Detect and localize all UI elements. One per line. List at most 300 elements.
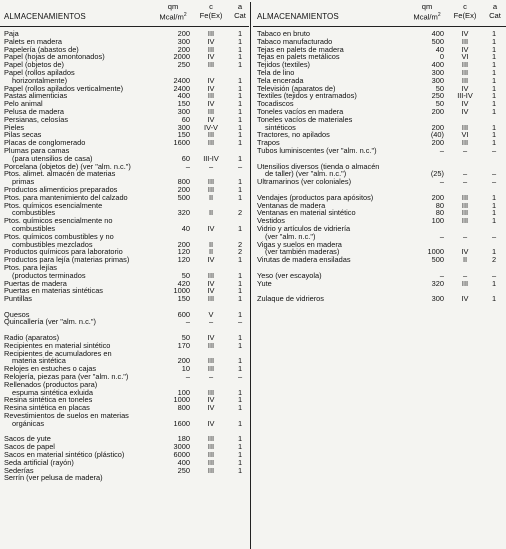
item-label: Puertas de madera (4, 278, 67, 288)
item-label: Tocadiscos (257, 99, 294, 109)
right-header (253, 0, 506, 27)
c-value: III (207, 106, 215, 116)
c-value: III (207, 457, 215, 467)
c-value: V (208, 309, 214, 319)
c-value: III (461, 216, 469, 226)
table-row (0, 318, 249, 326)
c-value: III (207, 44, 215, 54)
table-row (253, 147, 506, 155)
item-label: Trapos (257, 138, 280, 148)
qm-value: 300 (177, 36, 190, 46)
a-value: 1 (237, 99, 243, 109)
item-label: Sederías (4, 465, 34, 475)
qm-value: 200 (177, 44, 190, 54)
a-value: 1 (237, 106, 243, 116)
item-label: Serrín (ver pelusa de madera) (4, 473, 103, 483)
a-value: 1 (237, 450, 243, 460)
item-label: horizontalmente) (12, 75, 68, 85)
item-label: Papel (hojas de amontonados) (4, 52, 105, 62)
c-value: III (207, 434, 215, 444)
c-value: III (207, 340, 215, 350)
a-value: 1 (491, 247, 497, 257)
item-label: Tela de lino (257, 67, 295, 77)
c-value: III (207, 387, 215, 397)
qm-value: 200 (431, 106, 444, 116)
a-value: 1 (237, 83, 243, 93)
item-label: Ptos. para mantenimiento del calzado (4, 192, 128, 202)
table-row (253, 280, 506, 288)
a-value: 1 (237, 457, 243, 467)
item-label: combustibles mezclados (12, 239, 93, 249)
a-value: 1 (237, 138, 243, 148)
table-row (0, 474, 249, 482)
qm-value: 2000 (173, 52, 190, 62)
c-value: III (207, 138, 215, 148)
a-value: 1 (491, 138, 497, 148)
qm-value: 600 (177, 309, 190, 319)
a-value: 1 (491, 106, 497, 116)
qm-value: 200 (431, 122, 444, 132)
item-label: Toneles vacíos de materiales (257, 114, 353, 124)
item-label: Resina sintética en toneles (4, 395, 93, 405)
item-label: Relojería, piezas para (ver "alm. n.c.") (4, 372, 129, 382)
a-value: 1 (237, 75, 243, 85)
column-title: ALMACENAMIENTOS (4, 12, 86, 21)
a-value: 1 (237, 36, 243, 46)
item-label: Tabaco en bruto (257, 29, 311, 38)
qm-value: 200 (431, 138, 444, 148)
c-value: – (208, 372, 214, 382)
qm-value: 150 (177, 130, 190, 140)
item-label: Quesos (4, 309, 30, 319)
a-value: 1 (237, 294, 243, 304)
c-value: IV (461, 99, 469, 109)
c-value: III (207, 184, 215, 194)
qm-value: 3000 (173, 442, 190, 452)
qm-value: – (439, 177, 444, 187)
a-value: 2 (237, 239, 243, 249)
item-label: sintéticos (265, 122, 296, 132)
c-value: III (207, 364, 215, 374)
a-value: 1 (491, 192, 497, 202)
item-label: Televisión (aparatos de) (257, 83, 336, 93)
qm-value: 300 (431, 75, 444, 85)
a-value: 1 (491, 130, 497, 140)
table-row (0, 420, 249, 428)
item-label: Productos químicos para laboratorio (4, 247, 123, 257)
item-label: Tubos luminiscentes (ver "alm. n.c.") (257, 145, 377, 155)
a-value: 1 (237, 442, 243, 452)
a-value: 1 (237, 465, 243, 475)
item-label: Seda artificial (rayón) (4, 457, 74, 467)
c-value: III (461, 75, 469, 85)
a-value: 1 (237, 418, 243, 428)
item-label: Tejas en palets de madera (257, 44, 344, 54)
c-value: III-IV (457, 91, 473, 101)
item-label: (para utensilios de casa) (12, 153, 93, 163)
a-value: 1 (237, 356, 243, 366)
qm-value: 180 (177, 434, 190, 444)
c-value: II (208, 208, 214, 218)
qm-value: 400 (177, 91, 190, 101)
qm-value: 250 (431, 91, 444, 101)
c-value: IV (207, 52, 215, 62)
item-label: Yute (257, 278, 272, 288)
qm-value: 500 (431, 255, 444, 265)
item-label: (productos terminados (12, 270, 86, 280)
c-value: III (207, 294, 215, 304)
c-value: IV (461, 83, 469, 93)
table-row (253, 295, 506, 303)
a-value: 1 (237, 114, 243, 124)
c-value: II (208, 247, 214, 257)
qm-value: 200 (177, 184, 190, 194)
item-label: Pieles (4, 122, 25, 132)
c-value: III (461, 192, 469, 202)
a-value: 1 (491, 122, 497, 132)
c-value: IV (207, 403, 215, 413)
a-value: – (491, 177, 497, 187)
c-value: IV (461, 29, 469, 38)
c-value: IV (207, 99, 215, 109)
qm-value: 300 (177, 122, 190, 132)
a-value: 1 (237, 403, 243, 413)
a-value: 2 (237, 247, 243, 257)
qm-value: 6000 (173, 450, 190, 460)
item-label: Sacos en material sintético (plástico) (4, 450, 125, 460)
a-value: 1 (237, 223, 243, 233)
qm-value: 1600 (173, 138, 190, 148)
qm-value: 120 (177, 247, 190, 257)
qm-value: 320 (177, 208, 190, 218)
right-rows (253, 30, 506, 303)
c-value: IV (207, 75, 215, 85)
c-value: – (462, 270, 468, 280)
item-label: Recipientes en material sintético (4, 340, 111, 350)
a-value: – (491, 169, 497, 179)
a-value: 1 (237, 52, 243, 62)
qm-value: 60 (181, 114, 190, 124)
a-value: 1 (491, 29, 497, 38)
item-label: Pilas secas (4, 130, 42, 140)
c-value: III (461, 36, 469, 46)
a-value: – (491, 270, 497, 280)
a-value: 1 (491, 52, 497, 62)
qm-value: 50 (435, 99, 444, 109)
item-label: Palets en madera (4, 36, 62, 46)
qm-value: 40 (181, 223, 190, 233)
a-value: 1 (237, 184, 243, 194)
qm-value: 50 (435, 83, 444, 93)
c-header: c Fe(Ex) (453, 2, 477, 20)
item-label: Vendajes (productos para apósitos) (257, 192, 374, 202)
qm-value: 2400 (173, 75, 190, 85)
qm-value: 150 (177, 99, 190, 109)
a-value: 1 (237, 29, 243, 38)
c-value: III (461, 60, 469, 70)
a-value: 1 (237, 270, 243, 280)
a-value: 1 (237, 434, 243, 444)
qm-value: – (185, 161, 190, 171)
qm-value: 60 (181, 153, 190, 163)
item-label: Ultramarinos (ver coloniales) (257, 177, 352, 187)
a-value: 1 (491, 278, 497, 288)
c-value: III (207, 130, 215, 140)
a-value: 1 (237, 395, 243, 405)
qm-value: 800 (177, 177, 190, 187)
qm-value: – (439, 145, 444, 155)
item-label: (ver también maderas) (265, 247, 340, 257)
qm-value: 500 (431, 36, 444, 46)
item-label: Productos para lejía (materias primas) (4, 255, 130, 265)
qm-value: 500 (177, 192, 190, 202)
c-value: III (207, 177, 215, 187)
item-label: Vestidos (257, 216, 285, 226)
left-rows (0, 30, 249, 482)
c-value: III (207, 450, 215, 460)
a-value: 1 (237, 278, 243, 288)
c-value: – (462, 169, 468, 179)
c-value: – (208, 161, 214, 171)
qm-value: 80 (435, 200, 444, 210)
qm-value: – (439, 231, 444, 241)
left-column (0, 0, 249, 549)
item-label: Ptos. para lejías (4, 262, 57, 272)
table-row (253, 178, 506, 186)
item-label: Ptos. químicos esencialmente (4, 200, 103, 210)
a-header: a Cat (234, 2, 246, 20)
a-value: 1 (237, 364, 243, 374)
item-label: Quincallería (ver "alm. n.c.") (4, 317, 96, 327)
c-value: IV (207, 223, 215, 233)
qm-value: 300 (431, 294, 444, 304)
item-label: de taller) (ver "alm. n.c.") (265, 169, 347, 179)
item-label: Pastas alimenticias (4, 91, 68, 101)
a-value: 1 (237, 60, 243, 70)
c-value: IV (461, 106, 469, 116)
qm-value: – (439, 270, 444, 280)
c-value: III (461, 67, 469, 77)
qm-value: 50 (181, 270, 190, 280)
item-label: Utensilios diversos (tienda o almacén (257, 161, 380, 171)
item-label: Tejidos (textiles) (257, 60, 310, 70)
item-label: Productos alimenticios preparados (4, 184, 118, 194)
c-value: II (462, 255, 468, 265)
qm-value: 300 (177, 106, 190, 116)
column-divider (250, 2, 251, 549)
qm-value: 320 (431, 278, 444, 288)
c-value: IV (207, 333, 215, 343)
item-label: Persianas, celosías (4, 114, 69, 124)
a-value: 1 (491, 67, 497, 77)
a-value: 1 (237, 286, 243, 296)
item-label: Textiles (tejidos y entramados) (257, 91, 357, 101)
qm-value: 100 (431, 216, 444, 226)
a-value: – (237, 372, 243, 382)
item-label: Papelería (abastos de) (4, 44, 79, 54)
item-label: Sacos de papel (4, 442, 55, 452)
a-value: 1 (237, 130, 243, 140)
item-label: Revestimientos de suelos en materias (4, 411, 129, 421)
c-value: IV (461, 247, 469, 257)
a-value: 1 (491, 208, 497, 218)
item-label: Rellenados (productos para) (4, 379, 98, 389)
qm-value: – (185, 317, 190, 327)
c-value: IV (207, 418, 215, 428)
a-value: – (237, 161, 243, 171)
item-label: (ver "alm. n.c.") (265, 231, 316, 241)
c-value: III (207, 465, 215, 475)
c-value: III (207, 270, 215, 280)
qm-value: 200 (177, 239, 190, 249)
item-label: Paja (4, 29, 19, 38)
c-value: II (208, 192, 214, 202)
c-value: IV (207, 83, 215, 93)
item-label: Papel (rollos apilados (4, 67, 75, 77)
c-value: – (462, 145, 468, 155)
item-label: Toneles vacíos en madera (257, 106, 344, 116)
qm-header: qm Mcal/$m^2$ (159, 2, 187, 22)
qm-value: 100 (177, 387, 190, 397)
item-label: Virutas de madera ensiladas (257, 255, 351, 265)
item-label: Vigas y suelos en madera (257, 239, 342, 249)
c-value: VI (461, 130, 469, 140)
qm-value: 250 (177, 60, 190, 70)
qm-value: 0 (439, 52, 444, 62)
qm-value: 200 (177, 356, 190, 366)
a-value: 2 (491, 255, 497, 265)
a-value: 1 (491, 216, 497, 226)
item-label: Tractores, no apilados (257, 130, 330, 140)
item-label: Pelo animal (4, 99, 43, 109)
qm-value: 200 (177, 29, 190, 38)
qm-value: 80 (435, 208, 444, 218)
qm-value: 120 (177, 255, 190, 265)
qm-value: (40) (430, 130, 444, 140)
qm-header: qm Mcal/$m^2$ (413, 2, 441, 22)
a-value: 1 (237, 192, 243, 202)
qm-value: 400 (431, 29, 444, 38)
qm-value: 420 (177, 278, 190, 288)
left-header (0, 0, 249, 27)
qm-value: 1000 (427, 247, 444, 257)
item-label: Vidrio y artículos de vidriería (257, 223, 351, 233)
c-value: IV (207, 278, 215, 288)
qm-value: (25) (430, 169, 444, 179)
a-value: 2 (237, 208, 243, 218)
c-value: III (207, 356, 215, 366)
c-value: IV (461, 44, 469, 54)
c-value: IV-V (204, 122, 218, 132)
qm-value: 150 (177, 294, 190, 304)
item-label: Radio (aparatos) (4, 333, 60, 343)
c-value: III (207, 91, 215, 101)
a-value: 1 (237, 91, 243, 101)
c-value: IV (207, 395, 215, 405)
c-value: III (461, 122, 469, 132)
item-label: Plumas para camas (4, 145, 70, 155)
a-value: 1 (237, 255, 243, 265)
item-label: Ventanas de madera (257, 200, 326, 210)
a-value: 1 (237, 309, 243, 319)
item-label: espuma sintética exluida (12, 387, 93, 397)
item-label: Yeso (ver escayola) (257, 270, 322, 280)
qm-value: – (185, 372, 190, 382)
qm-value: 400 (431, 60, 444, 70)
c-value: III (461, 208, 469, 218)
qm-value: 400 (177, 457, 190, 467)
right-column (253, 0, 506, 549)
a-value: 1 (491, 200, 497, 210)
a-value: – (491, 145, 497, 155)
item-label: Placas de conglomerado (4, 138, 86, 148)
item-label: Recipientes de acumuladores en (4, 348, 112, 358)
qm-value: 1000 (173, 395, 190, 405)
c-value: IV (207, 286, 215, 296)
item-label: combustibles (12, 223, 56, 233)
table-row (253, 272, 506, 280)
a-value: 1 (491, 294, 497, 304)
c-header: c Fe(Ex) (199, 2, 223, 20)
item-label: Papel (rollos apilados verticalmente) (4, 83, 124, 93)
table-row (253, 256, 506, 264)
item-label: Porcelana (objetos de) (ver "alm. n.c.") (4, 161, 131, 171)
qm-value: 250 (177, 465, 190, 475)
a-value: 1 (491, 75, 497, 85)
c-value: III (207, 442, 215, 452)
qm-value: 800 (177, 403, 190, 413)
qm-value: 1000 (173, 286, 190, 296)
c-value: III (207, 60, 215, 70)
a-value: 1 (491, 91, 497, 101)
a-value: 1 (237, 153, 243, 163)
a-value: 1 (491, 99, 497, 109)
a-value: 1 (237, 333, 243, 343)
item-label: Tejas en palets metálicos (257, 52, 340, 62)
a-value: 1 (491, 36, 497, 46)
qm-value: 1600 (173, 418, 190, 428)
qm-value: 170 (177, 340, 190, 350)
item-label: Puertas en materias sintéticas (4, 286, 103, 296)
a-header: a Cat (489, 2, 501, 20)
c-value: III (461, 138, 469, 148)
c-value: – (462, 177, 468, 187)
item-label: Papel (objetos de) (4, 60, 64, 70)
table-row (253, 131, 506, 139)
item-label: Ptos. alimet. almacén de materias (4, 169, 116, 179)
item-label: Ptos. químicos esencialmente no (4, 216, 113, 226)
table-row (0, 295, 249, 303)
item-label: Pelusa de madera (4, 106, 64, 116)
item-label: combustibles (12, 208, 56, 218)
item-label: primas (12, 177, 35, 187)
item-label: Puntillas (4, 294, 32, 304)
qm-value: 40 (435, 44, 444, 54)
c-value: VI (461, 52, 469, 62)
item-label: Relojes en estuches o cajas (4, 364, 97, 374)
a-value: 1 (237, 177, 243, 187)
qm-value: 50 (181, 333, 190, 343)
item-label: Zulaque de vidrieros (257, 294, 324, 304)
c-value: II (208, 239, 214, 249)
item-label: Ptos. químicos combustibles y no (4, 231, 114, 241)
item-label: Resina sintética en placas (4, 403, 90, 413)
qm-value: 200 (431, 192, 444, 202)
c-value: III (461, 200, 469, 210)
a-value: – (237, 317, 243, 327)
a-value: 1 (491, 60, 497, 70)
c-value: III (461, 278, 469, 288)
